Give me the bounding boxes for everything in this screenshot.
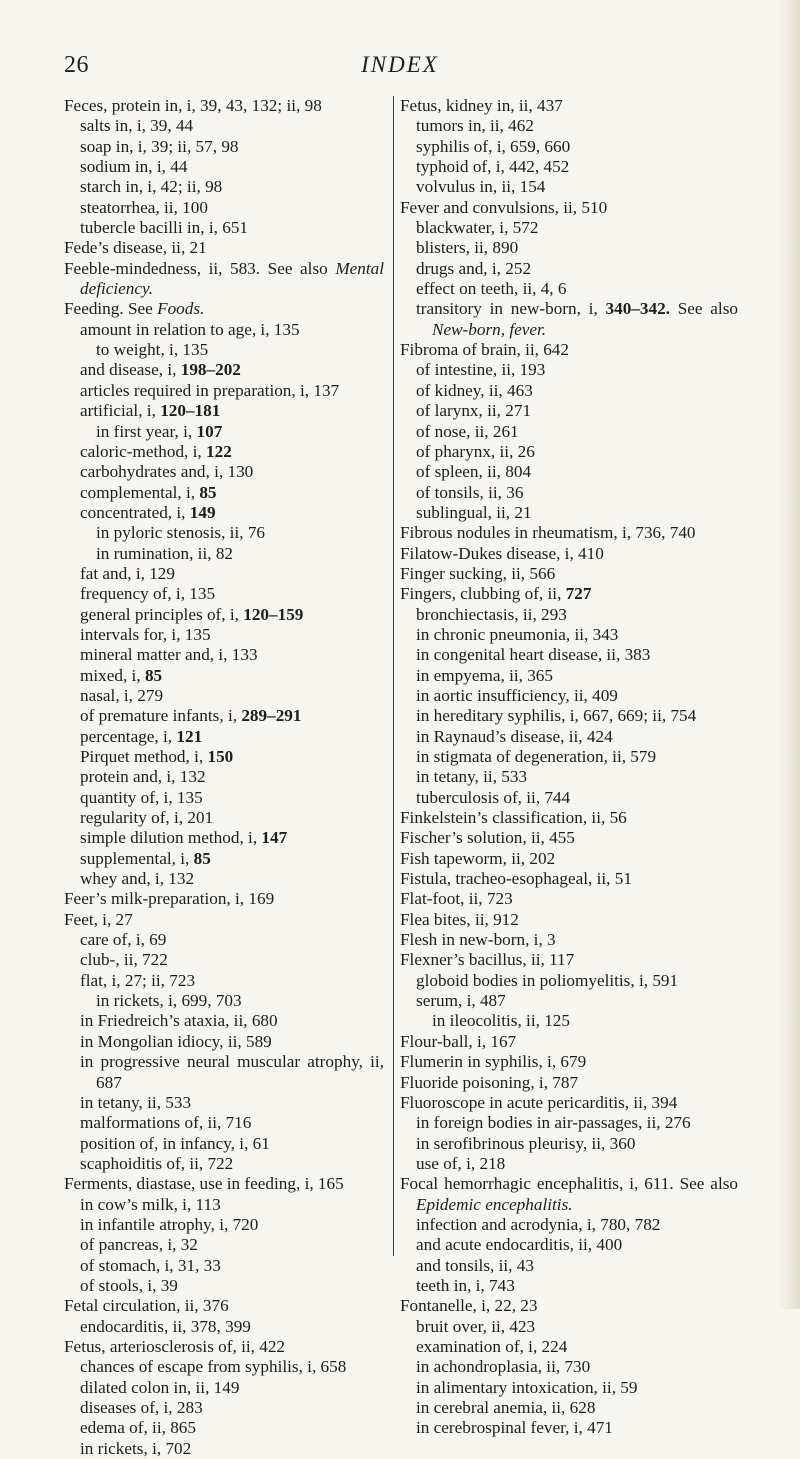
index-subentry (64, 1317, 384, 1337)
index-subentry (64, 828, 384, 848)
index-subentry (400, 360, 738, 380)
page-edge-shadow (778, 0, 800, 1309)
entry-text: general principles of, i, (80, 604, 244, 624)
index-entry (64, 1174, 384, 1194)
entry-text: articles required in preparation, i, 137 (80, 380, 340, 400)
index-subentry (64, 401, 384, 421)
index-entry (64, 889, 384, 909)
index-entry (400, 523, 738, 543)
index-entry (400, 564, 738, 584)
entry-text: use of, i, 218 (416, 1153, 506, 1173)
entry-text: Fetus, kidney in, ii, 437 (400, 96, 563, 115)
entry-text: concentrated, i, (80, 502, 190, 522)
entry-text: examination of, i, 224 (416, 1336, 568, 1356)
entry-text: Fetus, arteriosclerosis of, ii, 422 (64, 1336, 286, 1356)
index-entry (400, 808, 738, 828)
index-subentry (64, 564, 384, 584)
entry-text: of tonsils, ii, 36 (416, 482, 524, 502)
entry-text: of stomach, i, 31, 33 (80, 1255, 221, 1275)
entry-text: of kidney, ii, 463 (416, 380, 533, 400)
page-number: 26 (64, 52, 89, 78)
index-subentry (400, 727, 738, 747)
entry-text: fat and, i, 129 (80, 563, 175, 583)
index-subentry (400, 1215, 738, 1235)
index-subentry (64, 503, 384, 523)
index-subentry (64, 706, 384, 726)
entry-text: Flexner’s bacillus, ii, 117 (400, 950, 575, 970)
entry-text: nasal, i, 279 (80, 685, 164, 705)
entry-text: of pharynx, ii, 26 (416, 441, 535, 461)
entry-text: in pyloric stenosis, ii, 76 (96, 523, 266, 543)
index-subentry (400, 1378, 738, 1398)
index-entry (400, 1174, 738, 1215)
index-subentry (400, 645, 738, 665)
index-entry (400, 198, 738, 218)
index-subentry (64, 1093, 384, 1113)
entry-text: Finkelstein’s classification, ii, 56 (400, 808, 627, 828)
entry-text: of stools, i, 39 (80, 1275, 178, 1295)
entry-text: serum, i, 487 (416, 991, 506, 1011)
index-entry (400, 950, 738, 970)
entry-text: amount in relation to age, i, 135 (80, 319, 300, 339)
entry-text: salts in, i, 39, 44 (80, 116, 194, 136)
page-header (0, 52, 800, 92)
index-subentry (64, 340, 384, 360)
cross-reference: New-born, fever. (432, 319, 547, 339)
entry-text: Feeding. See (64, 299, 158, 319)
entry-text: scaphoiditis of, ii, 722 (80, 1153, 234, 1173)
entry-text: endocarditis, ii, 378, 399 (80, 1316, 251, 1336)
index-subentry (64, 686, 384, 706)
index-subentry (400, 1235, 738, 1255)
entry-text: in tetany, ii, 533 (80, 1092, 192, 1112)
index-subentry (64, 930, 384, 950)
index-subentry (64, 1256, 384, 1276)
entry-text: in Raynaud’s disease, ii, 424 (416, 726, 613, 746)
index-subentry (400, 991, 738, 1011)
entry-text: protein and, i, 132 (80, 767, 206, 787)
entry-text: transitory in new-born, i, (416, 299, 606, 319)
entry-text: Fluoroscope in acute pericarditis, ii, 394 (400, 1092, 678, 1112)
index-subentry (64, 584, 384, 604)
entry-text: dilated colon in, ii, 149 (80, 1377, 240, 1397)
entry-text: syphilis of, i, 659, 660 (416, 136, 571, 156)
index-subentry (64, 177, 384, 197)
entry-text: Flat-foot, ii, 723 (400, 889, 513, 909)
index-entry (64, 259, 384, 300)
index-column-left (64, 96, 384, 1459)
index-subentry (64, 1235, 384, 1255)
index-subentry (400, 706, 738, 726)
entry-text: regularity of, i, 201 (80, 808, 214, 828)
index-subentry (64, 605, 384, 625)
entry-text: sublingual, ii, 21 (416, 502, 532, 522)
index-subentry (400, 625, 738, 645)
entry-text: bronchiectasis, ii, 293 (416, 604, 567, 624)
entry-text: in rickets, i, 702 (80, 1438, 192, 1458)
entry-text: See also (669, 299, 738, 319)
entry-text: chances of escape from syphilis, i, 658 (80, 1357, 347, 1377)
entry-text: in cerebral anemia, ii, 628 (416, 1398, 596, 1417)
index-subentry (400, 971, 738, 991)
entry-text: caloric-method, i, (80, 441, 206, 461)
entry-text: mineral matter and, i, 133 (80, 645, 258, 665)
index-entry (64, 238, 384, 258)
index-subentry (64, 625, 384, 645)
page-ref-bold: 122 (206, 441, 232, 461)
page-ref-bold: 120–159 (243, 604, 304, 624)
index-subentry (64, 1378, 384, 1398)
entry-text: of spleen, ii, 804 (416, 462, 532, 482)
index-subentry (400, 279, 738, 299)
entry-text: sodium in, i, 44 (80, 157, 188, 177)
entry-text: and disease, i, (80, 360, 181, 380)
entry-text: Filatow-Dukes disease, i, 410 (400, 543, 604, 563)
entry-text: Feeble-mindedness, ii, 583. See also (64, 258, 336, 278)
index-subentry (64, 360, 384, 380)
entry-text: quantity of, i, 135 (80, 787, 203, 807)
entry-text: Fontanelle, i, 22, 23 (400, 1296, 538, 1316)
entry-text: of intestine, ii, 193 (416, 360, 546, 380)
index-subentry (400, 788, 738, 808)
page-ref-bold: 121 (176, 726, 203, 746)
index-subentry (400, 1317, 738, 1337)
page-ref-bold: 150 (207, 747, 234, 766)
entry-text: position of, in infancy, i, 61 (80, 1133, 270, 1153)
entry-text: Fluoride poisoning, i, 787 (400, 1072, 579, 1092)
page-ref-bold: 727 (565, 584, 592, 604)
column-divider (393, 96, 394, 1256)
index-subentry (64, 422, 384, 442)
entry-text: steatorrhea, ii, 100 (80, 197, 208, 217)
page-ref-bold: 340–342. (605, 299, 670, 319)
entry-text: Feces, protein in, i, 39, 43, 132; ii, 98 (64, 96, 322, 115)
entry-text: globoid bodies in poliomyelitis, i, 591 (416, 970, 679, 990)
entry-text: malformations of, ii, 716 (80, 1113, 252, 1133)
index-column-right (400, 96, 738, 1439)
running-head: INDEX (361, 52, 439, 77)
entry-text: complemental, i, (80, 482, 200, 502)
index-subentry (400, 381, 738, 401)
index-subentry (400, 238, 738, 258)
index-subentry (400, 157, 738, 177)
index-entry (400, 910, 738, 930)
entry-text: Fingers, clubbing of, ii, (400, 584, 566, 604)
index-subentry (64, 1398, 384, 1418)
entry-text: drugs and, i, 252 (416, 258, 532, 278)
entry-text: in alimentary intoxication, ii, 59 (416, 1377, 638, 1397)
entry-text: Flesh in new-born, i, 3 (400, 930, 556, 950)
index-entry (400, 544, 738, 564)
entry-text: in hereditary syphilis, i, 667, 669; ii, 754 (416, 706, 697, 726)
index-subentry (64, 1032, 384, 1052)
index-subentry (64, 1011, 384, 1031)
entry-text: mixed, i, (80, 665, 145, 685)
index-subentry (64, 950, 384, 970)
index-entry (400, 930, 738, 950)
entry-text: tumors in, ii, 462 (416, 116, 534, 136)
page-ref-bold: 198–202 (180, 360, 241, 380)
entry-text: care of, i, 69 (80, 930, 167, 950)
index-subentry (64, 1215, 384, 1235)
entry-text: flat, i, 27; ii, 723 (80, 970, 196, 990)
entry-text: Fede’s disease, ii, 21 (64, 238, 207, 258)
entry-text: and tonsils, ii, 43 (416, 1255, 534, 1275)
index-subentry (400, 605, 738, 625)
index-subentry (64, 462, 384, 482)
entry-text: in tetany, ii, 533 (416, 767, 528, 787)
index-subentry (400, 686, 738, 706)
entry-text: Feet, i, 27 (64, 909, 133, 929)
index-subentry (400, 299, 738, 340)
entry-text: in empyema, ii, 365 (416, 665, 553, 685)
entry-text: Flumerin in syphilis, i, 679 (400, 1052, 587, 1072)
entry-text: Fever and convulsions, ii, 510 (400, 197, 608, 217)
entry-text: blackwater, i, 572 (416, 218, 539, 238)
index-subentry (64, 1439, 384, 1459)
entry-text: bruit over, ii, 423 (416, 1316, 536, 1336)
index-entry (400, 1093, 738, 1113)
entry-text: and acute endocarditis, ii, 400 (416, 1235, 623, 1255)
index-subentry (400, 116, 738, 136)
entry-text: simple dilution method, i, (80, 828, 262, 848)
entry-text: in progressive neural muscular atrophy, ii, 687 (80, 1052, 384, 1092)
index-subentry (400, 1113, 738, 1133)
entry-text: in rickets, i, 699, 703 (96, 991, 242, 1011)
index-subentry (400, 401, 738, 421)
index-entry (64, 1296, 384, 1316)
entry-text: in cerebrospinal fever, i, 471 (416, 1418, 613, 1438)
entry-text: carbohydrates and, i, 130 (80, 462, 254, 482)
entry-text: in aortic insufficiency, ii, 409 (416, 685, 618, 705)
index-subentry (64, 1195, 384, 1215)
entry-text: intervals for, i, 135 (80, 624, 211, 644)
page-ref-bold: 85 (193, 848, 211, 868)
index-entry (400, 584, 738, 604)
entry-text: in stigmata of degeneration, ii, 579 (416, 747, 657, 766)
index-entry (400, 1073, 738, 1093)
index-subentry (400, 1011, 738, 1031)
entry-text: of premature infants, i, (80, 706, 242, 726)
index-subentry (64, 991, 384, 1011)
page-ref-bold: 107 (196, 421, 223, 441)
index-subentry (400, 422, 738, 442)
index-subentry (64, 198, 384, 218)
entry-text: in achondroplasia, ii, 730 (416, 1357, 591, 1377)
entry-text: soap in, i, 39; ii, 57, 98 (80, 136, 239, 156)
index-entry (400, 1032, 738, 1052)
index-subentry (400, 177, 738, 197)
entry-text: volvulus in, ii, 154 (416, 177, 546, 197)
entry-text: in Friedreich’s ataxia, ii, 680 (80, 1011, 278, 1031)
index-subentry (64, 1276, 384, 1296)
entry-text: in congenital heart disease, ii, 383 (416, 645, 651, 665)
index-subentry (400, 1276, 738, 1296)
index-entry (400, 96, 738, 116)
entry-text: artificial, i, (80, 401, 161, 421)
index-entry (400, 889, 738, 909)
index-subentry (64, 666, 384, 686)
index-subentry (64, 727, 384, 747)
index-subentry (64, 1134, 384, 1154)
index-subentry (400, 747, 738, 767)
entry-text: Fish tapeworm, ii, 202 (400, 848, 556, 868)
index-subentry (400, 1134, 738, 1154)
page-ref-bold: 85 (199, 482, 217, 502)
entry-text: tubercle bacilli in, i, 651 (80, 218, 249, 238)
entry-text: Fibroma of brain, ii, 642 (400, 340, 569, 360)
index-subentry (64, 523, 384, 543)
index-subentry (400, 259, 738, 279)
entry-text: in ileocolitis, ii, 125 (432, 1011, 570, 1031)
index-subentry (400, 666, 738, 686)
index-subentry (400, 442, 738, 462)
index-subentry (64, 747, 384, 767)
cross-reference: Epidemic encephalitis. (416, 1194, 573, 1214)
index-entry (64, 910, 384, 930)
index-entry (400, 849, 738, 869)
index-subentry (400, 1154, 738, 1174)
page-ref-bold: 85 (144, 665, 163, 685)
entry-text: club-, ii, 722 (80, 950, 168, 970)
index-subentry (400, 1357, 738, 1377)
entry-text: diseases of, i, 283 (80, 1398, 203, 1417)
index-subentry (64, 483, 384, 503)
entry-text: in Mongolian idiocy, ii, 589 (80, 1031, 272, 1051)
index-subentry (64, 116, 384, 136)
entry-text: Feer’s milk-preparation, i, 169 (64, 889, 275, 909)
entry-text: starch in, i, 42; ii, 98 (80, 177, 223, 197)
index-subentry (64, 788, 384, 808)
entry-text: Fistula, tracheo-esophageal, ii, 51 (400, 869, 632, 889)
entry-text: Fischer’s solution, ii, 455 (400, 828, 575, 848)
entry-text: in serofibrinous pleurisy, ii, 360 (416, 1133, 636, 1153)
index-subentry (64, 381, 384, 401)
index-subentry (64, 1113, 384, 1133)
entry-text: Fibrous nodules in rheumatism, i, 736, 740 (400, 523, 696, 543)
index-subentry (64, 1052, 384, 1093)
index-subentry (64, 869, 384, 889)
index-subentry (64, 767, 384, 787)
entry-text: Ferments, diastase, use in feeding, i, 165 (64, 1174, 344, 1194)
entry-text: whey and, i, 132 (80, 869, 195, 889)
cross-reference: Foods. (157, 299, 205, 319)
index-subentry (400, 767, 738, 787)
entry-text: teeth in, i, 743 (416, 1275, 515, 1295)
index-entry (400, 1052, 738, 1072)
entry-text: percentage, i, (80, 726, 177, 746)
index-subentry (64, 971, 384, 991)
index-subentry (64, 1418, 384, 1438)
entry-text: Pirquet method, i, (80, 747, 208, 766)
index-subentry (64, 157, 384, 177)
index-entry (400, 869, 738, 889)
index-subentry (64, 544, 384, 564)
page-ref-bold: 289–291 (241, 706, 302, 726)
entry-text: in chronic pneumonia, ii, 343 (416, 624, 619, 644)
index-subentry (400, 483, 738, 503)
entry-text: in cow’s milk, i, 113 (80, 1194, 221, 1214)
entry-text: in first year, i, (96, 421, 197, 441)
entry-text: in rumination, ii, 82 (96, 543, 234, 563)
index-subentry (64, 218, 384, 238)
index-subentry (64, 808, 384, 828)
index-subentry (400, 1418, 738, 1438)
index-subentry (400, 137, 738, 157)
page-ref-bold: 120–181 (160, 401, 221, 421)
index-subentry (400, 1337, 738, 1357)
entry-text: to weight, i, 135 (96, 340, 209, 360)
entry-text: effect on teeth, ii, 4, 6 (416, 279, 567, 299)
index-subentry (64, 849, 384, 869)
cross-reference: Mental deficiency. (80, 258, 384, 299)
entry-text: in infantile atrophy, i, 720 (80, 1214, 259, 1234)
index-subentry (64, 645, 384, 665)
page-ref-bold: 147 (261, 828, 288, 848)
entry-text: tuberculosis of, ii, 744 (416, 787, 571, 807)
index-entry (400, 1296, 738, 1316)
entry-text: Flea bites, ii, 912 (400, 909, 519, 929)
entry-text: blisters, ii, 890 (416, 238, 519, 258)
index-subentry (64, 1357, 384, 1377)
entry-text: Fetal circulation, ii, 376 (64, 1296, 229, 1316)
index-entry (400, 340, 738, 360)
index-entry (400, 828, 738, 848)
index-subentry (400, 1398, 738, 1418)
index-subentry (400, 462, 738, 482)
index-entry (64, 96, 384, 116)
index-subentry (64, 320, 384, 340)
entry-text: of larynx, ii, 271 (416, 401, 532, 421)
index-subentry (400, 503, 738, 523)
entry-text: Focal hemorrhagic encephalitis, i, 611. See also (400, 1174, 738, 1194)
entry-text: infection and acrodynia, i, 780, 782 (416, 1214, 661, 1234)
index-subentry (64, 1154, 384, 1174)
index-subentry (64, 442, 384, 462)
entry-text: typhoid of, i, 442, 452 (416, 157, 570, 177)
entry-text: Flour-ball, i, 167 (400, 1031, 517, 1051)
index-entry (64, 299, 384, 319)
index-subentry (400, 218, 738, 238)
entry-text: edema of, ii, 865 (80, 1418, 196, 1438)
page-ref-bold: 149 (189, 502, 216, 522)
index-subentry (400, 1256, 738, 1276)
entry-text: frequency of, i, 135 (80, 584, 216, 604)
index-entry (64, 1337, 384, 1357)
entry-text: Finger sucking, ii, 566 (400, 563, 556, 583)
entry-text: in foreign bodies in air-passages, ii, 276 (416, 1113, 691, 1133)
entry-text: of nose, ii, 261 (416, 421, 519, 441)
index-subentry (64, 137, 384, 157)
entry-text: of pancreas, i, 32 (80, 1235, 198, 1255)
entry-text: supplemental, i, (80, 848, 194, 868)
